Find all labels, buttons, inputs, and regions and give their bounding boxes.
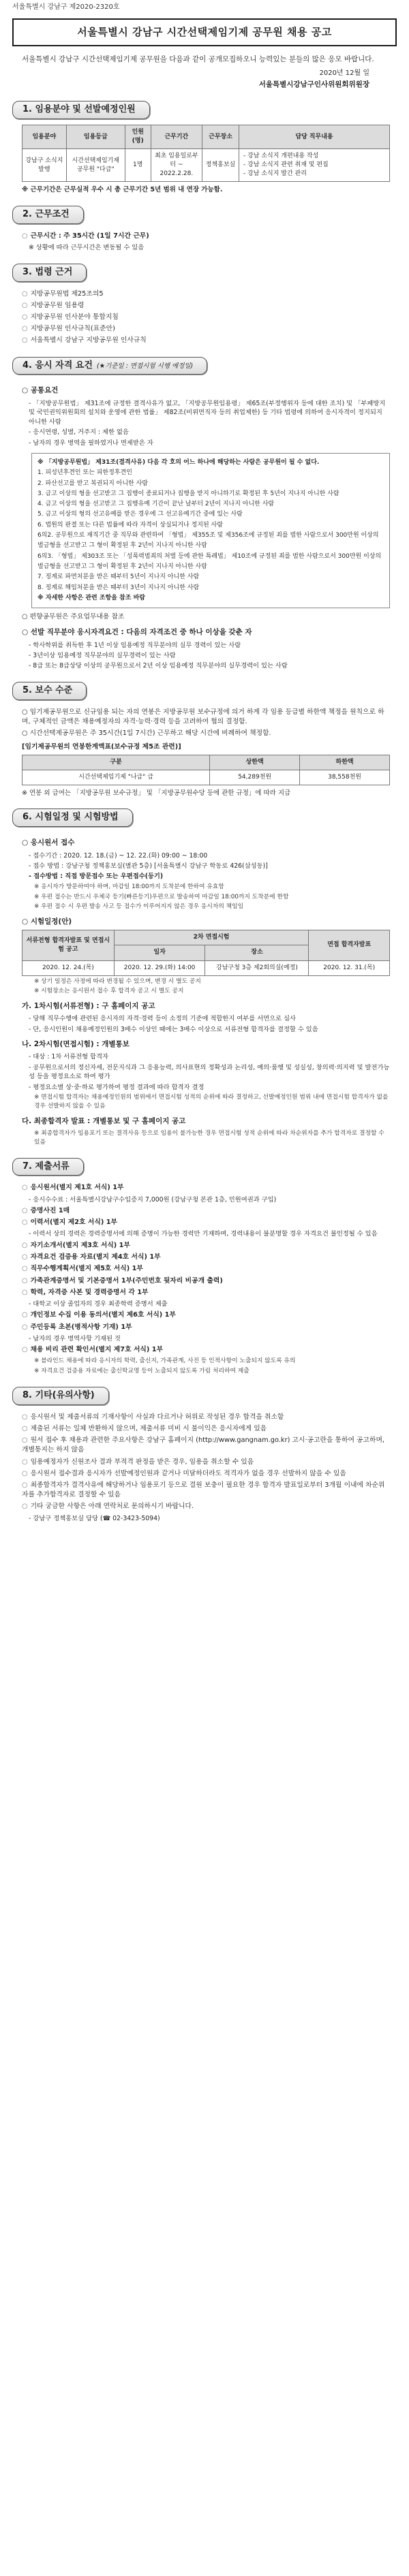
box-line: 5. 금고 이상의 형의 선고유예를 받은 경우에 그 선고유예기간 중에 있는 사람 [37,511,243,518]
list-item: - 단, 응시인원이 채용예정인원의 3배수 이상인 때에는 3배수 이상으로 서류전형 합격자를 결정할 수 있음 [29,1025,318,1033]
field-req-title: ○ 선발 직무분야 응시자격요건 : 다음의 자격조건 중 하나 이상을 갖춘 자 [22,628,252,637]
section-notes [12,1387,397,1523]
list-item: - 공무원으로서의 정신자세, 전문지식과 그 응용능력, 의사표현의 정확성과 논리성, 예의·품행 및 성실성, 창의력·의지력 및 발전가능성 등을 평정요소로 하여 평가 [29,1063,390,1081]
schedule-table [22,930,390,975]
period-note: ※ 근무기간은 근무실적 우수 시 총 근무기간 5년 범위 내 연장 가능함. [22,186,223,194]
list-item: ○ 지방공무원 인사규칙(표준안) [22,325,115,333]
list-item: ○ 기타 궁금한 사항은 아래 연락처로 문의하시기 바랍니다. [22,1503,194,1511]
box-line: 3. 금고 이상의 형을 선고받고 그 집행이 종료되거나 집행을 받지 아니하기로 확정된 후 5년이 지나지 아니한 사람 [37,490,339,497]
list-item: - 학사학위를 취득한 후 1년 이상 임용예정 직무분야의 실무 경력이 있는 사람 [29,641,241,649]
salary-line: ○ 시간선택제공무원은 주 35시간(1일 7시간) 근무하고 해당 시간에 비례하여 책정함. [22,729,271,738]
list-item: - 대상 : 1차 서류전형 합격자 [29,1053,108,1061]
section-salary [12,682,397,798]
table-cell: 2020. 12. 29.(화) 14:00 [114,960,205,975]
col-header: 인원(명) [125,125,151,149]
cell-duties [239,149,389,182]
list-item: ○ 원서 접수 후 채용과 관련한 주요사항은 강남구 홈페이지 (http://www.gangnam.go.kr) 고시·공고란을 통하여 공고하며, 개별통지는 하지 않음 [22,1436,385,1454]
box-line: ※ 자세한 사항은 관련 조항을 참조 바람 [37,594,145,601]
note-line: ※ 블라인드 채용에 따라 응시자의 학력, 출신지, 가족관계, 사진 등 인적사항이 노출되지 않도록 유의 [34,1357,296,1365]
table-row [22,149,390,182]
disqualification-box [31,453,390,608]
list-item: - 8급 또는 8급상당 이상의 공무원으로서 2년 이상 임용예정 직무분야의 실무경력이 있는 사람 [29,662,288,670]
section-schedule [12,808,397,1146]
list-item-detail: - 이력서 상의 경력은 경력증명서에 의해 증명이 가능한 경력만 기재하며, 경력내용이 불분명할 경우 자격요건 불인정될 수 있음 [29,1230,378,1238]
gazette-number: 서울특별시 강남구 제2020-2320호 [12,3,120,11]
schedule-title: ○ 시험일정(안) [22,917,72,926]
list-item: - 평정요소별 상·중·하로 평가하여 평정 결과에 따라 합격자 결정 [29,1083,204,1091]
col-header: 근무장소 [202,125,239,149]
list-item: ○ 직무수행계획서(별지 제5호 서식) 1부 [22,1265,143,1273]
note-line: ※ 우편 접수는 반드시 우체국 등기(빠른등기)우편으로 발송하여 마감일 18:00까지 도착분에 한함 [34,893,289,900]
intro-paragraph: 서울특별시 강남구 시간선택제임기제 공무원을 다음과 같이 공개모집하오니 능력있는 분들의 많은 응모 바랍니다. [22,55,374,64]
notice-date: 2020년 12월 일 [319,69,369,77]
note-line: ※ 응시자가 방문하여야 하며, 마감일 18:00까지 도착분에 한하여 유효함 [34,883,224,890]
col-header: 2차 면접시험 [114,930,309,945]
col-header: 담당 직무내용 [239,125,389,149]
section-conditions [12,206,397,253]
col-header: 임용등급 [66,125,125,149]
box-line: 4. 금고 이상의 형을 선고받고 그 집행유예 기간이 끝난 날부터 2년이 지나지 아니한 사람 [37,501,275,508]
box-line: 1. 피성년후견인 또는 피한정후견인 [37,469,132,477]
list-item: ○ 응시원서(별지 제1호 서식) 1부 [22,1184,124,1192]
list-item: ○ 임용예정자가 신원조사 결과 부적격 판정을 받은 경우, 임용을 취소할 수 있음 [22,1458,254,1466]
section-heading: 3. 법령 근거 [12,264,87,282]
list-item: ○ 지방공무원 임용령 [22,301,85,309]
duty-line: - 강남 소식지 개편내용 작성 [243,153,319,160]
box-line: 6의3. 「형법」 제303조 또는 「성폭력범죄의 처벌 등에 관한 특례법」 제10조에 규정된 죄를 범한 사람으로서 300만원 이상의 벌금형을 선고받고 그 형이 확정된 후 2년이 지나지 아니한 사람 [37,552,382,570]
box-line: 6. 법원의 판결 또는 다른 법률에 따라 자격이 상실되거나 정지된 사람 [37,521,223,529]
box-line: ※ 「지방공무원법」 제31조(결격사유) 다음 각 호의 어느 하나에 해당하는 사람은 공무원이 될 수 없다. [37,458,320,466]
table-cell: 시간선택제임기제 "나급" 급 [22,770,210,785]
table-cell: 54,289천원 [210,770,300,785]
box-line: 7. 징계로 파면처분을 받은 때부터 5년이 지나지 아니한 사람 [37,574,200,581]
col-header: 근무기간 [151,125,202,149]
notice-title: 서울특별시 강남구 시간선택제임기제 공무원 채용 공고 [12,18,397,47]
list-item: ○ 근무시간 : 주 35시간 (1일 7시간 근무) [22,232,149,240]
col-header: 상한액 [210,755,300,770]
list-item: - 3년이상 임용예정 직무분야의 실무경력이 있는 사람 [29,652,176,660]
col-header: 임용분야 [22,125,67,149]
duty-line: - 강남 소식지 발간 관리 [243,170,307,178]
section-heading: 6. 시험일정 및 시험방법 [12,808,133,827]
list-item: - 당해 직무수행에 관련된 응시자의 자격·경력 등이 소정의 기준에 적합한지 여부를 서면으로 심사 [29,1015,297,1023]
cell-field: 강남구 소식지 발행 [22,149,67,182]
box-line: 2. 파산선고를 받고 복권되지 아니한 사람 [37,480,148,487]
salary-table [22,755,390,785]
cell-period: 최초 임용일로부터 ~ 2022.2.28. [151,149,202,182]
section-legal-basis [12,264,397,346]
list-item: - 접수기간 : 2020. 12. 18.(금) ~ 12. 22.(화) 09:00 ~ 18:00 [29,851,208,860]
table-cell: 강남구청 3층 제2회의실(예정) [205,960,309,975]
note-line: ※ 면접시험 합격자는 채용예정인원의 범위에서 면접시험 성적의 순위에 따라 결정하고, 선발예정인원 범위 내에 면접시험 합격자가 없을 경우 선발하지 않을 수 있음 [34,1094,389,1110]
issuing-org: 서울특별시강남구인사위원회위원장 [258,80,369,89]
section-heading: 8. 기타(유의사항) [12,1387,109,1405]
salary-line: ○ 임기제공무원으로 신규임용 되는 자의 연봉은 지방공무원 보수규정에 의거 하계 각 임용 등급별 하한액 책정을 원칙으로 하며, 구체적인 금액은 채용예정자의 자격·능력·경력 등을 고려하여 협의 결정함. [22,708,384,725]
list-item: ○ 주민등록 초본(병적사항 기재) 1부 [22,1323,132,1331]
list-item-detail: - 남자의 경우 병역사항 기재된 것 [29,1334,121,1342]
list-item: - 응시연령, 성별, 거주지 : 제한 없음 [29,428,129,437]
table-row [22,770,390,785]
cell-count: 1명 [125,149,151,182]
list-item: ○ 최종합격자가 결격사유에 해당하거나 임용포기 등으로 결원 보충이 필요한 경우 합격자 발표일로부터 3개월 이내에 차순위자를 추가합격자로 결정할 수 있음 [22,1481,385,1499]
col-header: 구분 [22,755,210,770]
table-cell: 2020. 12. 31.(목) [309,960,390,975]
cell-place: 정책홍보실 [202,149,239,182]
col-header: 하한액 [300,755,390,770]
list-item: ○ 증명사진 1매 [22,1207,70,1215]
list-item: ○ 가족관계증명서 및 기본증명서 1부(주민번호 뒷자리 비공개 출력) [22,1276,223,1285]
list-item: ○ 자기소개서(별지 제3호 서식) 1부 [22,1241,130,1249]
list-item: ○ 응시원서 접수결과 응시자가 선발예정인원과 같거나 미달하더라도 적격자가 없을 경우 선발하지 않을 수 있음 [22,1469,346,1477]
list-item: ○ 제출된 서류는 일체 반환하지 않으며, 제출서류 미비 시 불이익은 응시자에게 있음 [22,1425,267,1433]
list-item: ○ 개인정보 수집 이용 동의서(별지 제6호 서식) 1부 [22,1311,176,1319]
table-row [22,960,390,975]
exam2-title: 나. 2차시험(면접시험) : 개별통보 [22,1040,130,1049]
list-item: ○ 채용 비리 관련 확인서(별지 제7호 서식) 1부 [22,1346,164,1354]
box-line: 6의2. 공무원으로 재직기간 중 직무와 관련하여 「형법」 제355조 및 제356조에 규정된 죄를 범한 사람으로서 300만원 이상의 벌금형을 선고받고 그 형이 확정된 후 2년이 지나지 아니한 사람 [37,532,379,550]
list-item: ○ 이력서(별지 제2호 서식) 1부 [22,1219,118,1227]
list-item: ○ 학력, 자격증 사본 및 경력증명서 각 1부 [22,1288,149,1296]
section-heading: 5. 보수 수준 [12,682,87,700]
list-item: ○ 지방공무원 인사분야 통합지침 [22,313,119,321]
salary-note: ※ 연봉 외 급여는 「지방공무원 보수규정」 및 「지방공무원수당 등에 관한 규정」에 따라 지급 [22,789,291,797]
list-item-detail: - 대학교 이상 졸업자의 경우 최종학력 증명서 제출 [29,1300,168,1308]
list-item: ○ 지방공무원법 제25조의5 [22,289,104,298]
table-cell: 38,558천원 [300,770,390,785]
salary-table-title: [임기제공무원의 연봉한계액표(보수규정 제5조 관련)] [22,743,181,751]
section-heading: 2. 근무조건 [12,206,84,224]
box-line: 8. 징계로 해임처분을 받은 때부터 3년이 지나지 아니한 사람 [37,584,200,591]
section-heading: 1. 임용분야 및 선발예정인원 [12,101,150,119]
note-line: ○ 편향공무원은 주요업무내용 참조 [22,613,125,621]
table-cell: 2020. 12. 24.(목) [22,960,115,975]
section-heading: 4. 응시 자격 요건 (★기준일 : 면접시험 시행 예정일) [12,357,207,375]
list-item: - 접수 방법 : 강남구청 정책홍보실(별관 5층) [서울특별시 강남구 학동로 426(삼성동)] [29,862,268,870]
section-positions [12,101,397,195]
list-item: - 접수방법 : 직접 방문접수 또는 우편접수(등기) [29,873,164,881]
list-item-detail: - 응시수수료 : 서울특별시강남구수입증지 7,000원 (강남구청 본관 1층, 민원여권과 구입) [29,1195,277,1204]
list-item: ○ 서울특별시 강남구 지방공무원 인사규칙 [22,336,147,345]
note-line: ※ 시험장소는 응시원서 접수 후 합격자 공고 시 별도 공지 [34,988,184,995]
list-item: - 「지방공무원법」 제31조에 규정한 결격사유가 없고, 「지방공무원임용령」 제65조(부정행위자 등에 대한 조치) 및 「부패방지 및 국민권익위원회의 설치와 운영에 관한 법률」 제82조(비위면직자 등의 취업제한) 등 기타 법령에 의하여 응시자격이 정지되지 아니한 사람 [29,399,386,426]
col-header: 일자 [114,945,205,960]
section-qualifications [12,357,397,671]
exam1-title: 가. 1차시험(서류전형) : 구 홈페이지 공고 [22,1002,155,1011]
positions-table [22,125,390,182]
duty-line: - 강남 소식지 관련 취재 및 편집 [243,161,329,169]
final-result-title: 다. 최종합격자 발표 : 개별통보 및 구 홈페이지 공고 [22,1116,186,1125]
col-header: 장소 [205,945,309,960]
note-line: ※ 우편 접수 시 우편 발송 사고 등 접수가 이루어지지 않은 경우 응시자의 책임임 [34,903,244,911]
section-heading: 7. 제출서류 [12,1158,84,1176]
list-item: - 강남구 정책홍보실 담당 (☎ 02-3423-5094) [29,1514,160,1522]
col-header: 면접 합격자발표 [309,930,390,960]
list-item: - 남자의 경우 병역을 필하였거나 면제받은 자 [29,439,153,447]
application-title: ○ 응시원서 접수 [22,838,75,847]
section-documents [12,1158,397,1376]
common-req-title: ○ 공통요건 [22,386,59,395]
note-line: ※ 자격요건 검증용 자료에는 출신학교명 등이 노출되지 않도록 가림 처리하여 제출 [34,1368,249,1375]
cell-grade: 시간선택제임기제 공무원 "다급" [66,149,125,182]
note-line: ※ 최종합격자가 임용포기 또는 결격사유 등으로 임용이 불가능한 경우 면접시험 성적 순위에 따라 차순위자를 추가 합격자로 결정할 수 있음 [34,1130,384,1146]
note-line: ※ 상기 일정은 사정에 따라 변경될 수 있으며, 변경 시 별도 공지 [34,977,201,985]
list-item: ○ 자격요건 검증용 자료(별지 제4호 서식) 1부 [22,1253,161,1261]
list-item: ○ 응시원서 및 제출서류의 기재사항이 사실과 다르거나 허위로 작성된 경우 합격을 취소함 [22,1413,284,1421]
list-item: ※ 상황에 따라 근무시간은 변동될 수 있음 [29,244,145,252]
col-header: 서류전형 합격자발표 및 면접시험 공고 [22,930,115,960]
